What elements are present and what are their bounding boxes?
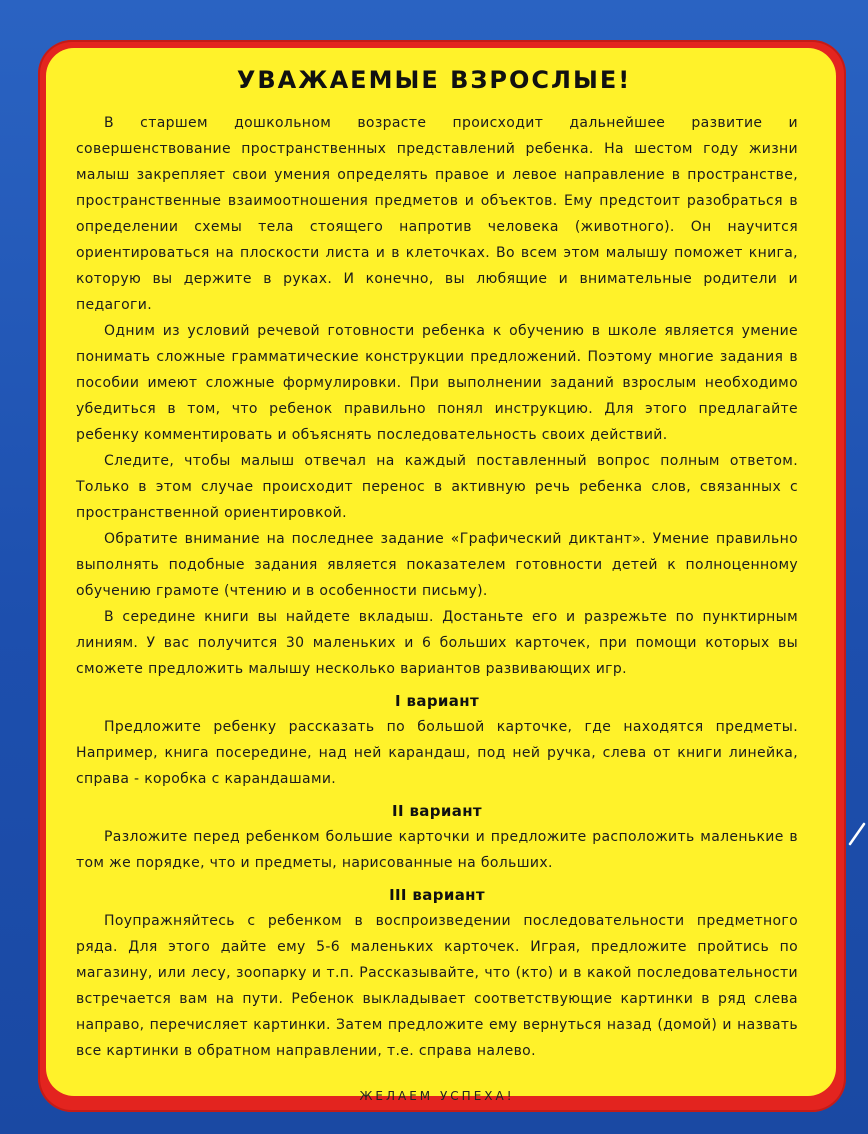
variant-text: Поупражняйтесь с ребенком в воспроизведении последовательности предметного ряда. Для этого дайте ему 5-6 маленьких карточек. Играя, предложите пройтись по магазину, или лесу, зоопарку и т.п. Рассказывайте, что (кто) и в какой последовательности встречается вам на пути. Ребенок выкладывает соответствующие картинки в ряд слева направо, перечисляет картинки. Затем предложите ему вернуться назад (домой) и назвать все картинки в обратном направлении, т.е. справа налево. (76, 913, 798, 1059)
intro-paragraph: В старшем дошкольном возрасте происходит дальнейшее развитие и совершенствование пространственных представлений ребенка. На шестом году жизни малыш закрепляет свои умения определять правое и левое направление в пространстве, пространственные взаимоотношения предметов и объектов. Ему предстоит разобраться в определении схемы тела стоящего напротив человека (животного). Он научится ориентироваться на плоскости листа и в клеточках. Во всем этом малышу поможет книга, которую вы держите в руках. И конечно, вы любящие и внимательные родители и педагоги. (76, 115, 798, 313)
page-title: УВАЖАЕМЫЕ ВЗРОСЛЫЕ! (236, 66, 632, 94)
intro-paragraph: Обратите внимание на последнее задание «Графический диктант». Умение правильно выполнять подобные задания является показателем готовности детей к полноценному обучению грамоте (чтению и в особенности письму). (76, 531, 798, 599)
variant-heading: III вариант (389, 886, 485, 904)
variant-heading: II вариант (392, 802, 482, 820)
intro-paragraph: Следите, чтобы малыш отвечал на каждый поставленный вопрос полным ответом. Только в этом случае происходит перенос в активную речь ребенка слов, связанных с пространственной ориентировкой. (76, 453, 798, 521)
decorative-slash-icon (848, 818, 868, 848)
variant-text: Разложите перед ребенком большие карточки и предложите расположить маленькие в том же порядке, что и предметы, нарисованные на больших. (76, 829, 798, 871)
variant-heading: I вариант (395, 692, 479, 710)
intro-paragraph: В середине книги вы найдете вкладыш. Достаньте его и разрежьте по пунктирным линиям. У вас получится 30 маленьких и 6 больших карточек, при помощи которых вы сможете предложить малышу несколько вариантов развивающих игр. (76, 609, 798, 677)
document-body (76, 110, 798, 1106)
intro-paragraph: Одним из условий речевой готовности ребенка к обучению в школе является умение понимать сложные грамматические конструкции предложений. Поэтому многие задания в пособии имеют сложные формулировки. При выполнении заданий взрослым необходимо убедиться в том, что ребенок правильно понял инструкцию. Для этого предлагайте ребенку комментировать и объяснять последовательность своих действий. (76, 323, 798, 443)
variant-text: Предложите ребенку рассказать по большой карточке, где находятся предметы. Например, книга посередине, над ней карандаш, под ней ручка, слева от книги линейка, справа - коробка с карандашами. (76, 719, 798, 787)
closing-wish: ЖЕЛАЕМ УСПЕХА! (359, 1089, 515, 1103)
